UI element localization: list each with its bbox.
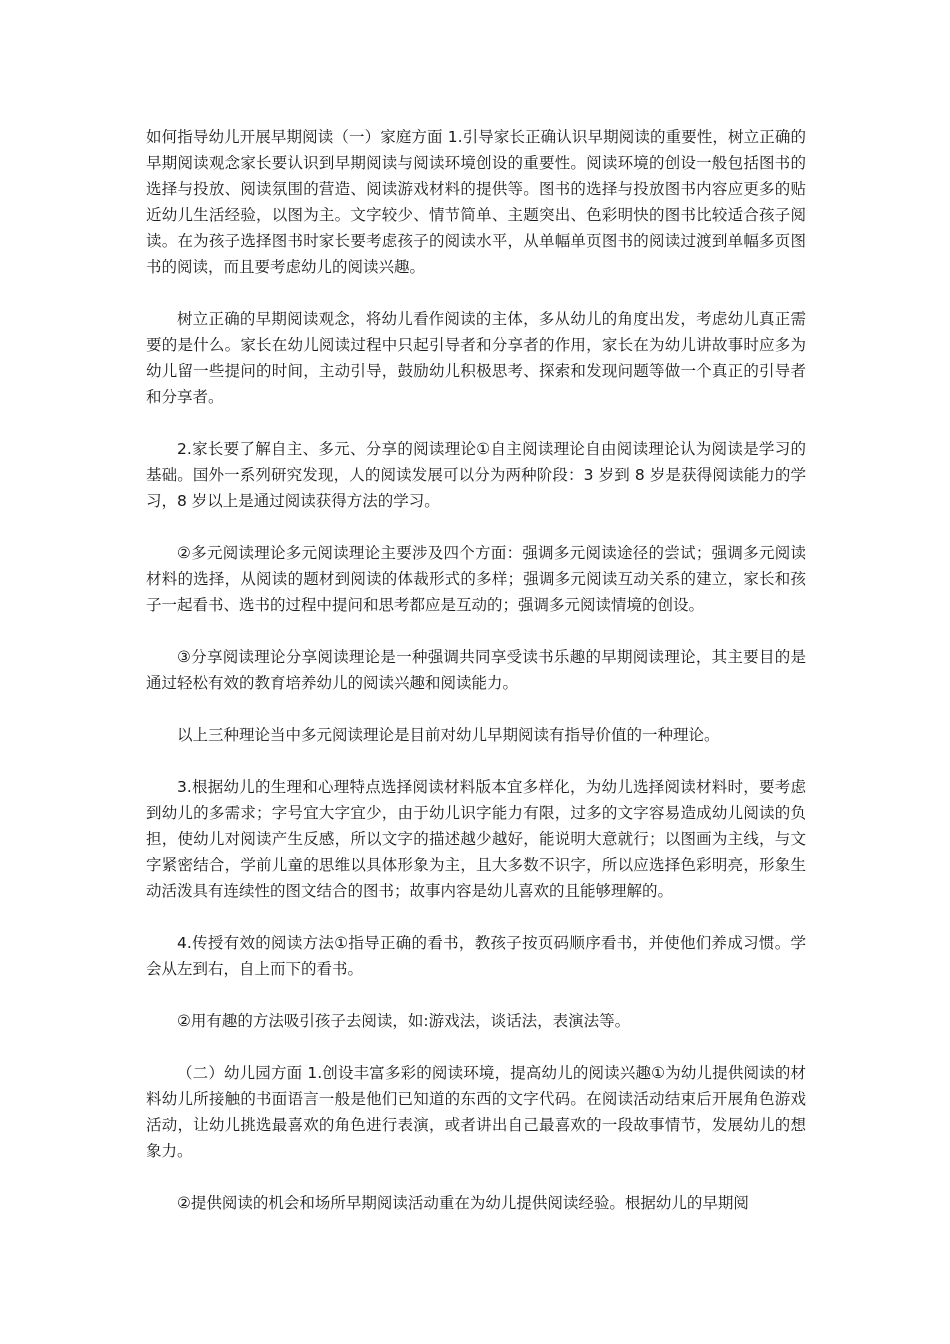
paragraph-theory-summary: 以上三种理论当中多元阅读理论是目前对幼儿早期阅读有指导价值的一种理论。 <box>177 726 720 744</box>
paragraph-reading-opportunities: ②提供阅读的机会和场所早期阅读活动重在为幼儿提供阅读经验。根据幼儿的早期阅 <box>177 1194 749 1212</box>
paragraph-fun-methods: ②用有趣的方法吸引孩子去阅读，如:游戏法，谈话法，表演法等。 <box>177 1012 631 1030</box>
paragraph-reading-concept: 树立正确的早期阅读观念，将幼儿看作阅读的主体，多从幼儿的角度出发，考虑幼儿真正需要的是什么。家长在幼儿阅读过程中只起引导者和分享者的作用，家长在为幼儿讲故事时应多为幼儿留一些提问的时间，主动引导，鼓励幼儿积极思考、探索和发现问题等做一个真正的引导者和分享者。 <box>146 310 806 406</box>
paragraph-kindergarten: （二）幼儿园方面 1.创设丰富多彩的阅读环境，提高幼儿的阅读兴趣①为幼儿提供阅读的材料幼儿所接触的书面语言一般是他们已知道的东西的文字代码。在阅读活动结束后开展角色游戏活动，让幼儿挑选最喜欢的角色进行表演，或者讲出自己最喜欢的一段故事情节，发展幼儿的想象力。 <box>146 1064 806 1160</box>
paragraph-reading-materials: 3.根据幼儿的生理和心理特点选择阅读材料版本宜多样化，为幼儿选择阅读材料时，要考虑到幼儿的多需求；字号宜大字宜少，由于幼儿识字能力有限，过多的文字容易造成幼儿阅读的负担，使幼儿对阅读产生反感，所以文字的描述越少越好，能说明大意就行；以图画为主线，与文字紧密结合，学前儿童的思维以具体形象为主，且大多数不识字，所以应选择色彩明亮，形象生动活泼具有连续性的图文结合的图书；故事内容是幼儿喜欢的且能够理解的。 <box>146 778 806 900</box>
paragraph-multiple-theory: ②多元阅读理论多元阅读理论主要涉及四个方面：强调多元阅读途径的尝试；强调多元阅读材料的选择，从阅读的题材到阅读的体裁形式的多样；强调多元阅读互动关系的建立，家长和孩子一起看书、选书的过程中提问和思考都应是互动的；强调多元阅读情境的创设。 <box>146 544 806 614</box>
document-body <box>146 124 806 1242</box>
paragraph-autonomous-theory: 2.家长要了解自主、多元、分享的阅读理论①自主阅读理论自由阅读理论认为阅读是学习的基础。国外一系列研究发现，人的阅读发展可以分为两种阶段：3 岁到 8 岁是获得阅读能力的学习，8 岁以上是通过阅读获得方法的学习。 <box>146 440 806 510</box>
paragraph-sharing-theory: ③分享阅读理论分享阅读理论是一种强调共同享受读书乐趣的早期阅读理论，其主要目的是通过轻松有效的教育培养幼儿的阅读兴趣和阅读能力。 <box>146 648 806 692</box>
paragraph-family-intro: 如何指导幼儿开展早期阅读（一）家庭方面 1.引导家长正确认识早期阅读的重要性，树立正确的早期阅读观念家长要认识到早期阅读与阅读环境创设的重要性。阅读环境的创设一般包括图书的选择与投放、阅读氛围的营造、阅读游戏材料的提供等。图书的选择与投放图书内容应更多的贴近幼儿生活经验，以图为主。文字较少、情节简单、主题突出、色彩明快的图书比较适合孩子阅读。在为孩子选择图书时家长要考虑孩子的阅读水平，从单幅单页图书的阅读过渡到单幅多页图书的阅读，而且要考虑幼儿的阅读兴趣。 <box>146 128 806 276</box>
paragraph-reading-methods: 4.传授有效的阅读方法①指导正确的看书，教孩子按页码顺序看书，并使他们养成习惯。学会从左到右，自上而下的看书。 <box>146 934 806 978</box>
